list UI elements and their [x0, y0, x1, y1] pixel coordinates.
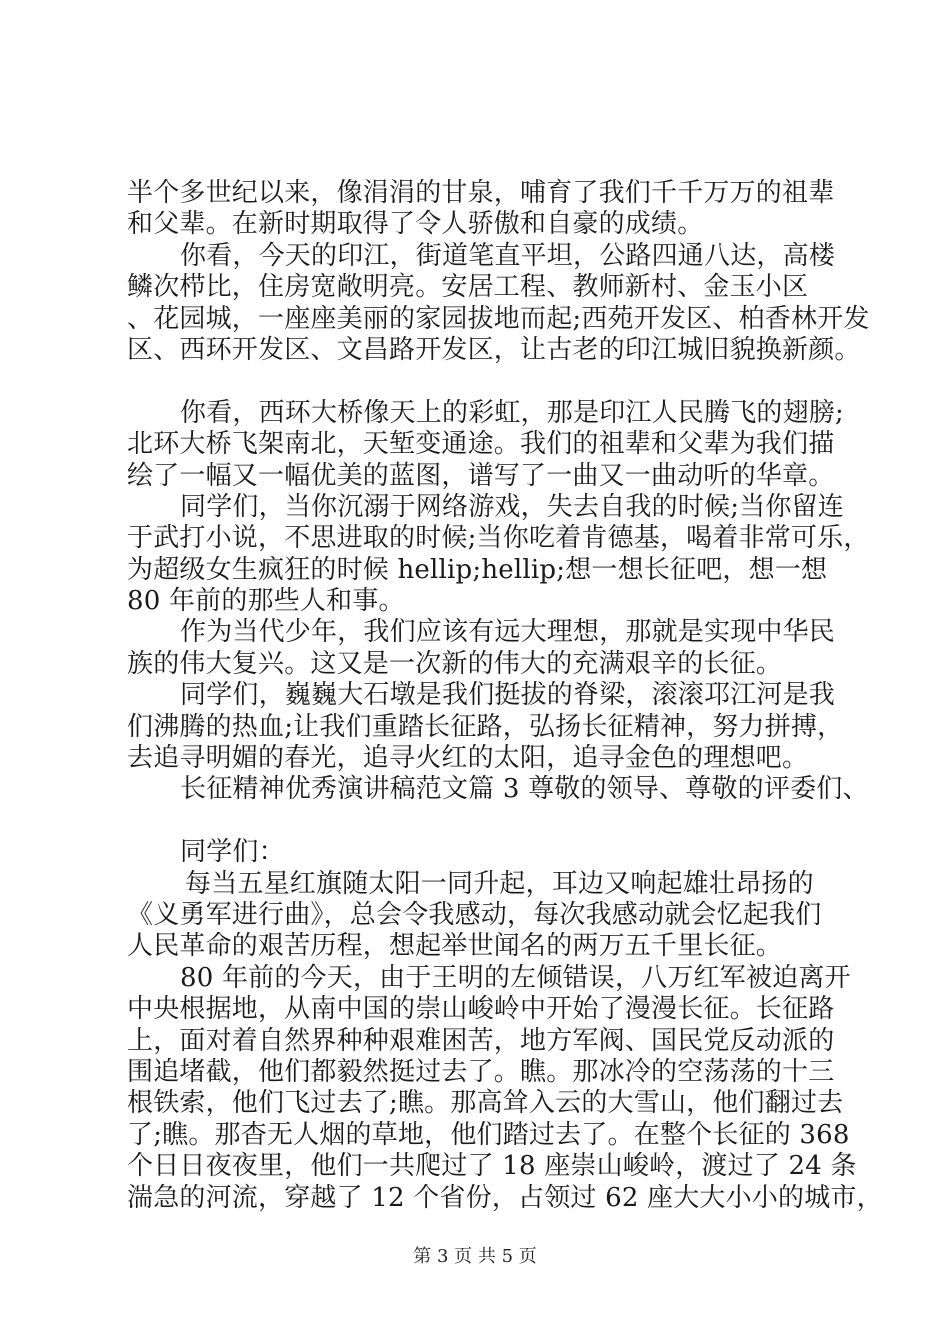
text-line: 半个多世纪以来，像涓涓的甘泉，哺育了我们千千万万的祖辈 — [127, 178, 835, 208]
text-line: 上，面对着自然界种种艰难困苦，地方军阀、国民党反动派的 — [127, 1025, 835, 1056]
text-line: 族的伟大复兴。这又是一次新的伟大的充满艰辛的长征。 — [127, 648, 783, 679]
text-line: 同学们，当你沉溺于网络游戏，失去自我的时候;当你留连 — [180, 491, 844, 522]
text-line: 每当五星红旗随太阳一同升起，耳边又响起雄壮昂扬的 — [185, 868, 814, 899]
text-line: 去追寻明媚的春光，追寻火红的太阳，追寻金色的理想吧。 — [127, 743, 809, 774]
text-line: 你看，今天的印江，街道笔直平坦，公路四通八达，高楼 — [180, 240, 836, 271]
text-line: 80 年前的那些人和事。 — [127, 586, 405, 617]
page-footer: 第 3 页 共 5 页 — [413, 1246, 537, 1267]
text-line: 绘了一幅又一幅优美的蓝图，谱写了一曲又一曲动听的华章。 — [127, 460, 835, 491]
text-line: 个日日夜夜里，他们一共爬过了 18 座崇山峻岭，渡过了 24 条 — [127, 1151, 857, 1182]
text-line: 同学们： — [180, 837, 285, 868]
text-line: 鳞次栉比，住房宽敞明亮。安居工程、教师新村、金玉小区 — [127, 272, 809, 303]
text-line: 《义勇军进行曲》，总会令我感动，每次我感动就会忆起我们 — [127, 899, 822, 930]
text-line: 们沸腾的热血;让我们重踏长征路，弘扬长征精神，努力拼搏， — [127, 711, 844, 742]
text-line: 湍急的河流，穿越了 12 个省份，占领过 62 座大大小小的城市， — [127, 1182, 883, 1213]
text-line: 于武打小说，不思进取的时候;当你吃着肯德基，喝着非常可乐， — [127, 523, 870, 554]
text-line: 人民革命的艰苦历程，想起举世闻名的两万五千里长征。 — [127, 931, 783, 962]
text-line: 你看，西环大桥像天上的彩虹，那是印江人民腾飞的翅膀; — [180, 397, 844, 428]
text-line: 为超级女生疯狂的时候 hellip;hellip;想一想长征吧，想一想 — [127, 554, 828, 585]
text-line: 、花园城，一座座美丽的家园拔地而起;西苑开发区、柏香林开发 — [127, 303, 870, 334]
document-body — [127, 178, 883, 1214]
text-line: 了;瞧。那杳无人烟的草地，他们踏过去了。在整个长征的 368 — [127, 1119, 850, 1150]
text-line: 根铁索，他们飞过去了;瞧。那高耸入云的大雪山，他们翻过去 — [127, 1088, 844, 1119]
text-line: 长征精神优秀演讲稿范文篇 3 尊敬的领导、尊敬的评委们、 — [180, 774, 869, 805]
text-line: 作为当代少年，我们应该有远大理想，那就是实现中华民 — [180, 617, 836, 648]
paragraph-gap — [127, 806, 847, 837]
text-line: 同学们，巍巍大石墩是我们挺拔的脊梁，滚滚邛江河是我 — [180, 680, 836, 711]
paragraph-gap — [127, 366, 847, 397]
text-line: 和父辈。在新时期取得了令人骄傲和自豪的成绩。 — [127, 209, 704, 240]
text-line: 围追堵截，他们都毅然挺过去了。瞧。那冰冷的空荡荡的十三 — [127, 1056, 835, 1087]
text-line: 北环大桥飞架南北，天堑变通途。我们的祖辈和父辈为我们描 — [127, 429, 835, 460]
text-line: 区、西环开发区、文昌路开发区，让古老的印江城旧貌换新颜。 — [127, 334, 861, 365]
text-line: 80 年前的今天，由于王明的左倾错误，八万红军被迫离开 — [180, 962, 851, 993]
text-line: 中央根据地，从南中国的崇山峻岭中开始了漫漫长征。长征路 — [127, 994, 835, 1025]
